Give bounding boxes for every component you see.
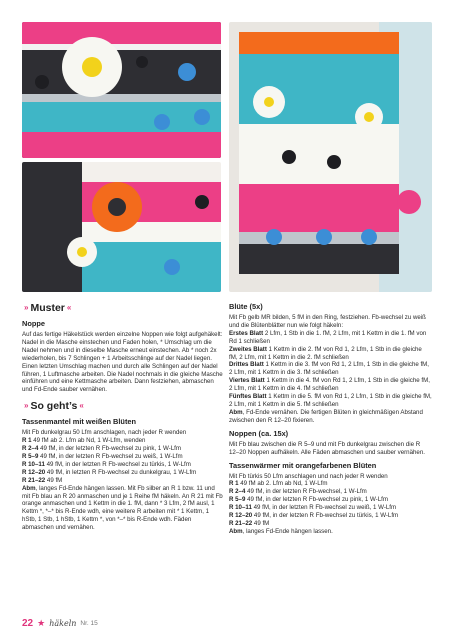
star-icon: ★	[37, 618, 46, 628]
instruction-row: Viertes Blatt 1 Kettm in die 4. fM von Rd 1, 2 Lfm, 1 Stb in die gleiche fM, 2 Lfm, mit 1 Kettm in die 4. fM schließen	[229, 377, 430, 393]
bluete-title: Blüte (5x)	[229, 302, 263, 311]
instruction-row: Zweites Blatt 1 Kettm in die 2. fM von Rd 1, 2 Lfm, 1 Stb in die gleiche fM, 2 Lfm, mit 1 Kettm in die 2. fM schließen	[229, 345, 422, 361]
instruction-row: R 12–20 49 fM, in der letzten R Fb-wechsel zu türkis, 1 W-Lfm	[229, 512, 399, 520]
magazine-logo: häkeln	[49, 619, 77, 628]
waermer-title: Tassenwärmer mit orangefarbenen Blüten	[229, 460, 377, 470]
mantel-title: Tassenmantel mit weißen Blüten	[22, 417, 137, 427]
instruction-row: Fünftes Blatt 1 Kettm in die 5. fM von Rd 1, 2 Lfm, 1 Stb in die gleiche fM, 2 Lfm, mit 1 Kettm in die 5. fM schließen	[229, 393, 432, 408]
instruction-row: R 21–22 49 fM	[229, 519, 270, 527]
instruction-row: R 1 49 fM ab 2. Lfm ab Nd, 1 W-Lfm	[229, 480, 328, 488]
sogehts-heading: » So geht’s «	[24, 400, 84, 413]
instruction-row: R 2–4 49 fM, in der letzten R Fb-wechsel zu pink, 1 W-Lfm	[22, 445, 181, 453]
instruction-row: R 21–22 49 fM	[22, 476, 63, 484]
instruction-row: Erstes Blatt 2 Lfm, 1 Stb in die 1. fM, 2 Lfm, mit 1 Kettm in die 1. fM von Rd 1 schließen	[229, 329, 427, 345]
heading-marker-icon: »	[24, 303, 29, 312]
instruction-row: R 10–11 49 fM, in der letzten R Fb-wechsel zu türkis, 1 W-Lfm	[22, 460, 191, 468]
page-footer	[22, 618, 98, 629]
instruction-row: R 5–9 49 fM, in der letzten R Fb-wechsel zu weiß, 1 W-Lfm	[22, 452, 183, 460]
bluete-end: Abm, Fd-Ende vernähen. Die fertigen Blüten in gleichmäßigen Abstand zwischen den R 12–20 fixieren.	[229, 408, 423, 424]
photo-crochet-mug-warmer	[229, 22, 432, 292]
instruction-row: R 5–9 49 fM, in der letzten R Fb-wechsel zu pink, 1 W-Lfm	[229, 496, 388, 504]
instruction-row: R 1 49 fM ab 2. Lfm ab Nd, 1 W-Lfm, wenden	[22, 437, 146, 445]
waermer-end: Abm, langes Fd-Ende hängen lassen.	[229, 527, 333, 535]
photo-crochet-cup-closeup	[22, 22, 221, 158]
issue-number: Nr. 15	[80, 620, 98, 627]
left-column	[22, 302, 223, 532]
page-number: 22	[22, 618, 34, 629]
instruction-row: R 12–20 49 fM, in letzten R Fb-wechsel zu dunkelgrau, 1 W-Lfm	[22, 468, 197, 476]
noppe-title: Noppe	[22, 319, 45, 328]
muster-heading: » Muster «	[24, 302, 72, 314]
instruction-row: R 2–4 49 fM, in der letzten R Fb-wechsel, 1 W-Lfm	[229, 488, 367, 496]
noppen-title: Noppen (ca. 15x)	[229, 428, 289, 438]
mantel-intro: Mit Fb dunkelgrau 50 Lfm anschlagen, nach jeder R wenden	[22, 429, 187, 437]
instruction-row: R 10–11 49 fM, in der letzten R Fb-wechsel zu weiß, 1 W-Lfm	[229, 504, 397, 512]
noppen-text: Mit Fb blau zwischen die R 5–9 und mit Fb dunkelgrau zwischen die R 12–20 Noppen aufhäkeln. Alle Fäden abmaschen und sauber vernähen.	[229, 440, 425, 456]
instruction-row: Drittes Blatt 1 Kettm in die 3. fM von Rd 1, 2 Lfm, 1 Stb in die gleiche fM, 2 Lfm, mit 1 Kettm in die 3. fM schließen	[229, 361, 430, 377]
bluete-intro: Mit Fb gelb MR bilden, 5 fM in den Ring, festziehen. Fb-wechsel zu weiß und die Blütenblätter nun wie folgt häkeln:	[229, 314, 426, 329]
waermer-intro: Mit Fb türkis 50 Lfm anschlagen und nach jeder R wenden	[229, 472, 388, 480]
photo-crochet-orange-flower	[22, 162, 221, 292]
heading-marker-icon: «	[66, 303, 72, 312]
heading-marker-icon: »	[24, 401, 29, 411]
noppe-text: Auf das fertige Häkelstück werden einzelne Noppen wie folgt aufgehäkelt: Nadel in die Masche einstechen und Faden holen, * Umschlag um die Nadel nehmen und in dieselbe Masche erneut einstechen. Ab * noch 2x wiederholen, bis 7 Schlingen + 1 Arbeitsschlinge auf der Nadel liegen. Einen letzten Umschlag machen und durch alle Schlingen auf der Nadel führen, 1 Luftmasche arbeiten. Die Nadel nochmals in die gleiche Masche einführen und eine Kettmasche arbeiten. Dann festziehen, abmaschen und Fd-Ende sauber vernähen.	[22, 331, 223, 394]
mantel-end: Abm, langes Fd-Ende hängen lassen. Mit Fb silber an R 1 bzw. 11 und mit Fb blau an R 20 anmaschen und je 1 Reihe fM häkeln. An R 21 mit Fb orange anmaschen und 1 Kettm in die 1. fM, dann * 3 Lfm, 2 fM ausl, 1 Kettm *, *–* bis R-Ende wdh, eine weitere R arbeiten mit * 1 Kettm, 1 hStb, 1 Stb, 1 hStb, 1 Kettm *, von *–* bis R-Ende wdh. Fäden abmaschen und vernähen.	[22, 484, 223, 532]
right-column	[229, 302, 432, 540]
heading-marker-icon: «	[79, 401, 84, 411]
